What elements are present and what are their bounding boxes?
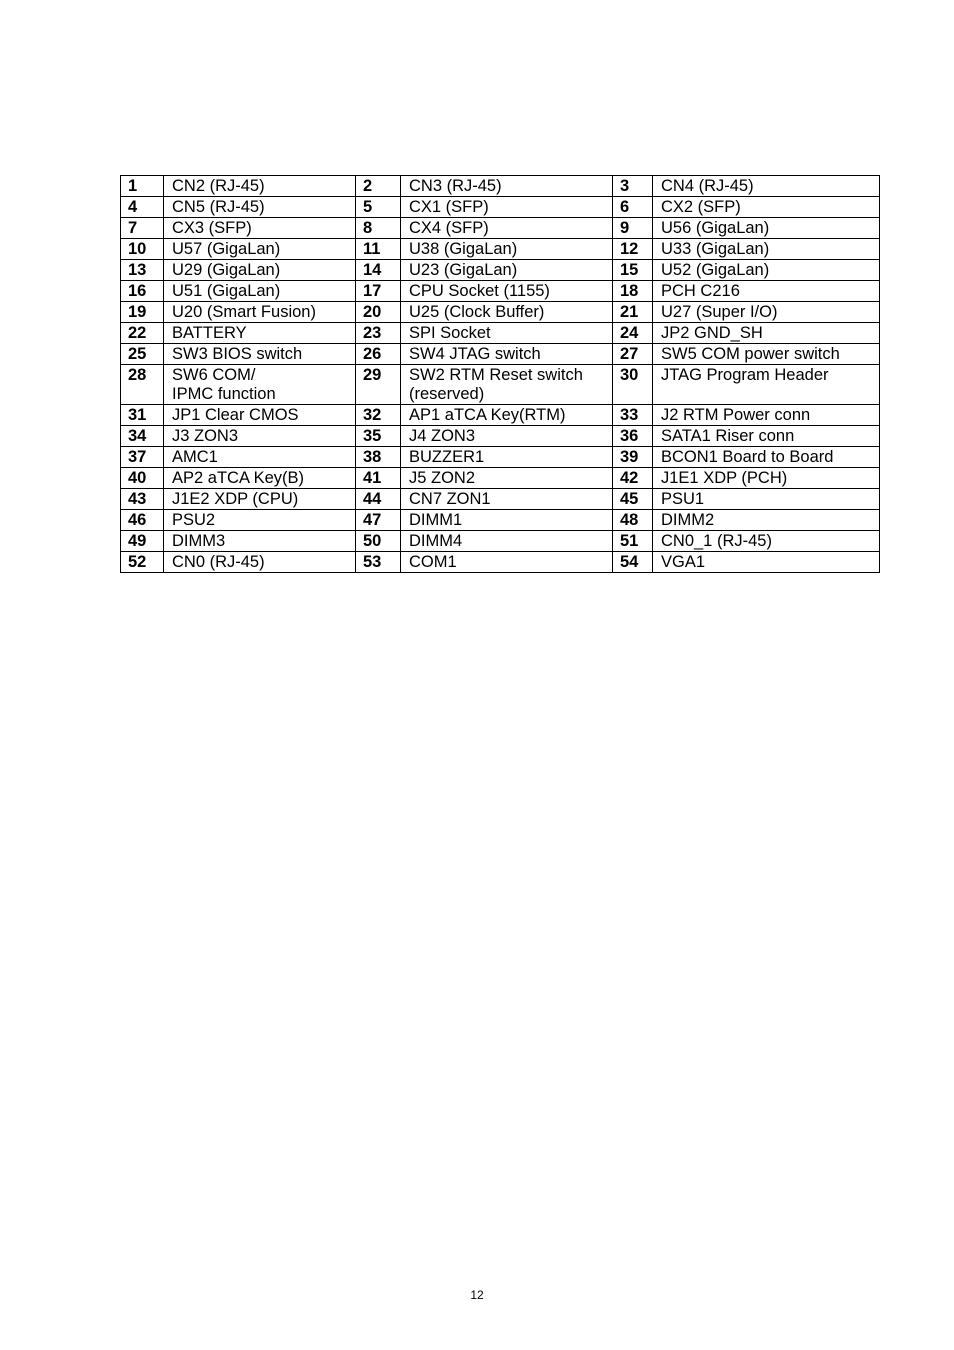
item-number: 48 [613, 510, 653, 531]
item-description: SW4 JTAG switch [401, 344, 613, 365]
item-description: CN7 ZON1 [401, 489, 613, 510]
item-number: 37 [121, 447, 164, 468]
item-number: 3 [613, 176, 653, 197]
item-number: 44 [356, 489, 401, 510]
item-description: J3 ZON3 [164, 426, 356, 447]
item-description: U23 (GigaLan) [401, 260, 613, 281]
table-row [121, 281, 880, 302]
item-description: JP1 Clear CMOS [164, 405, 356, 426]
item-number: 14 [356, 260, 401, 281]
table-row [121, 405, 880, 426]
item-description: BCON1 Board to Board [653, 447, 880, 468]
item-number: 24 [613, 323, 653, 344]
item-description: J1E2 XDP (CPU) [164, 489, 356, 510]
item-description: CN3 (RJ-45) [401, 176, 613, 197]
item-description: U27 (Super I/O) [653, 302, 880, 323]
item-description: PSU1 [653, 489, 880, 510]
table-row [121, 344, 880, 365]
item-description: COM1 [401, 552, 613, 573]
item-number: 16 [121, 281, 164, 302]
item-number: 52 [121, 552, 164, 573]
item-number: 27 [613, 344, 653, 365]
item-description: CX1 (SFP) [401, 197, 613, 218]
item-description: J2 RTM Power conn [653, 405, 880, 426]
item-number: 34 [121, 426, 164, 447]
item-number: 28 [121, 365, 164, 405]
table-row [121, 531, 880, 552]
table-row [121, 260, 880, 281]
item-description: U57 (GigaLan) [164, 239, 356, 260]
item-number: 35 [356, 426, 401, 447]
item-number: 20 [356, 302, 401, 323]
table-row [121, 489, 880, 510]
item-description: CN0 (RJ-45) [164, 552, 356, 573]
item-number: 50 [356, 531, 401, 552]
item-number: 46 [121, 510, 164, 531]
item-number: 8 [356, 218, 401, 239]
table-row [121, 468, 880, 489]
table-row [121, 510, 880, 531]
table-row [121, 426, 880, 447]
table-body [121, 176, 880, 573]
item-description: AMC1 [164, 447, 356, 468]
item-number: 43 [121, 489, 164, 510]
table-row [121, 218, 880, 239]
item-description: VGA1 [653, 552, 880, 573]
item-description: SW6 COM/ IPMC function [164, 365, 356, 405]
item-number: 6 [613, 197, 653, 218]
item-description: CN5 (RJ-45) [164, 197, 356, 218]
item-number: 26 [356, 344, 401, 365]
item-number: 29 [356, 365, 401, 405]
item-description: J1E1 XDP (PCH) [653, 468, 880, 489]
item-description: JP2 GND_SH [653, 323, 880, 344]
item-number: 42 [613, 468, 653, 489]
item-number: 7 [121, 218, 164, 239]
item-description: U25 (Clock Buffer) [401, 302, 613, 323]
item-description: J4 ZON3 [401, 426, 613, 447]
item-description: SW5 COM power switch [653, 344, 880, 365]
item-number: 13 [121, 260, 164, 281]
item-description: BUZZER1 [401, 447, 613, 468]
table-row [121, 552, 880, 573]
item-number: 40 [121, 468, 164, 489]
item-description: U38 (GigaLan) [401, 239, 613, 260]
item-number: 45 [613, 489, 653, 510]
item-number: 21 [613, 302, 653, 323]
item-description: U51 (GigaLan) [164, 281, 356, 302]
item-number: 22 [121, 323, 164, 344]
item-description: U52 (GigaLan) [653, 260, 880, 281]
item-description: CN0_1 (RJ-45) [653, 531, 880, 552]
item-number: 25 [121, 344, 164, 365]
item-description: U33 (GigaLan) [653, 239, 880, 260]
item-description: CN4 (RJ-45) [653, 176, 880, 197]
item-description: U20 (Smart Fusion) [164, 302, 356, 323]
item-description: BATTERY [164, 323, 356, 344]
item-number: 11 [356, 239, 401, 260]
item-number: 54 [613, 552, 653, 573]
table-row [121, 197, 880, 218]
item-number: 36 [613, 426, 653, 447]
item-description: PSU2 [164, 510, 356, 531]
item-description: DIMM1 [401, 510, 613, 531]
item-description: AP1 aTCA Key(RTM) [401, 405, 613, 426]
item-number: 15 [613, 260, 653, 281]
table-row [121, 176, 880, 197]
item-number: 31 [121, 405, 164, 426]
item-description: U29 (GigaLan) [164, 260, 356, 281]
item-description: DIMM3 [164, 531, 356, 552]
item-description: PCH C216 [653, 281, 880, 302]
item-number: 32 [356, 405, 401, 426]
item-description: J5 ZON2 [401, 468, 613, 489]
item-description: CX4 (SFP) [401, 218, 613, 239]
item-number: 12 [613, 239, 653, 260]
item-description: CN2 (RJ-45) [164, 176, 356, 197]
item-description: U56 (GigaLan) [653, 218, 880, 239]
item-number: 9 [613, 218, 653, 239]
item-description: SPI Socket [401, 323, 613, 344]
item-number: 47 [356, 510, 401, 531]
item-description: SW2 RTM Reset switch (reserved) [401, 365, 613, 405]
item-number: 17 [356, 281, 401, 302]
item-number: 51 [613, 531, 653, 552]
item-description: DIMM4 [401, 531, 613, 552]
page-number: 12 [470, 1288, 484, 1302]
item-number: 33 [613, 405, 653, 426]
item-number: 10 [121, 239, 164, 260]
item-number: 4 [121, 197, 164, 218]
item-number: 23 [356, 323, 401, 344]
item-number: 39 [613, 447, 653, 468]
component-legend-table [120, 175, 880, 573]
item-number: 1 [121, 176, 164, 197]
item-number: 5 [356, 197, 401, 218]
table-row [121, 365, 880, 405]
item-description: SATA1 Riser conn [653, 426, 880, 447]
item-number: 19 [121, 302, 164, 323]
item-number: 18 [613, 281, 653, 302]
item-description: CPU Socket (1155) [401, 281, 613, 302]
item-number: 38 [356, 447, 401, 468]
table-row [121, 323, 880, 344]
item-number: 49 [121, 531, 164, 552]
table-row [121, 447, 880, 468]
item-description: SW3 BIOS switch [164, 344, 356, 365]
item-number: 2 [356, 176, 401, 197]
item-description: CX2 (SFP) [653, 197, 880, 218]
item-number: 41 [356, 468, 401, 489]
table-row [121, 239, 880, 260]
item-description: DIMM2 [653, 510, 880, 531]
item-description: AP2 aTCA Key(B) [164, 468, 356, 489]
item-description: CX3 (SFP) [164, 218, 356, 239]
item-number: 30 [613, 365, 653, 405]
table-row [121, 302, 880, 323]
item-number: 53 [356, 552, 401, 573]
item-description: JTAG Program Header [653, 365, 880, 405]
